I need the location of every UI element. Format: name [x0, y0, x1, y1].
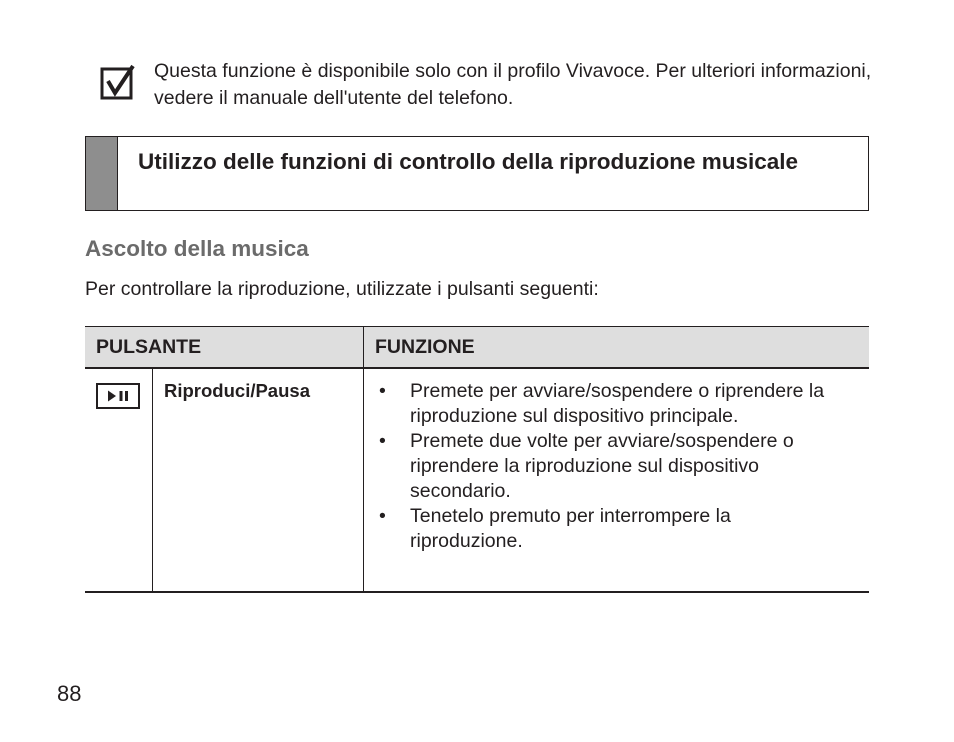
- column-header-pulsante: PULSANTE: [85, 327, 364, 367]
- list-item: [379, 429, 840, 504]
- button-label: Riproduci/Pausa: [153, 369, 364, 591]
- buttons-table: [85, 326, 869, 593]
- function-text: Premete due volte per avviare/sospendere o riprendere la riproduzione sul dispositivo secondario.: [410, 430, 794, 502]
- section-header: [85, 136, 869, 211]
- bullet: •: [379, 380, 386, 402]
- list-item: [379, 379, 840, 429]
- table-row: [85, 369, 869, 593]
- column-header-funzione: FUNZIONE: [375, 336, 475, 358]
- bullet: •: [379, 505, 386, 527]
- table-header: [85, 326, 869, 369]
- checkbox-checked-icon: [100, 64, 136, 100]
- button-functions: [364, 369, 869, 591]
- page-number: 88: [57, 681, 82, 706]
- section-header-bar: [86, 137, 118, 210]
- bullet: •: [379, 430, 386, 452]
- button-icon-cell: [85, 369, 153, 591]
- note-text: Questa funzione è disponibile solo con il profilo Vivavoce. Per ulteriori informazioni, vedere il manuale dell'utente del telefono.: [154, 60, 872, 109]
- note: [100, 58, 880, 112]
- play-pause-icon: [96, 383, 140, 409]
- section-title: Utilizzo delle funzioni di controllo della riproduzione musicale: [138, 149, 799, 174]
- list-item: [379, 504, 840, 554]
- function-text: Premete per avviare/sospendere o riprendere la riproduzione sul dispositivo principale.: [410, 380, 825, 427]
- function-text: Tenetelo premuto per interrompere la riproduzione.: [410, 505, 731, 552]
- intro-text: Per controllare la riproduzione, utilizzate i pulsanti seguenti:: [85, 278, 599, 300]
- subsection-title: Ascolto della musica: [85, 236, 309, 261]
